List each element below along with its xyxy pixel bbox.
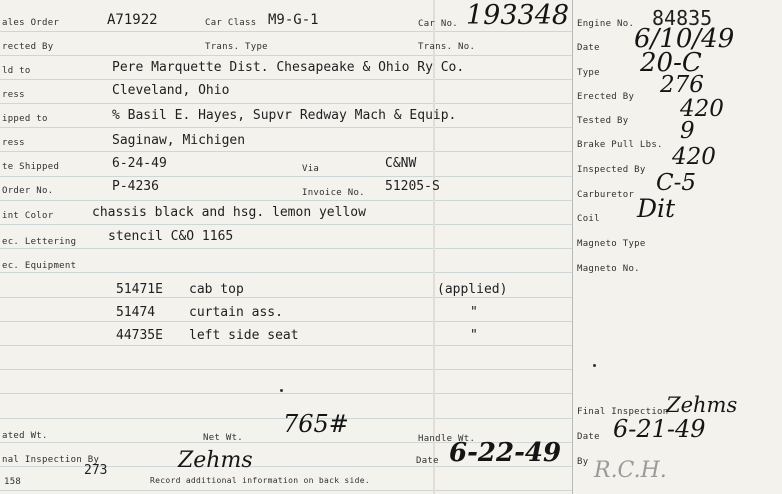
right-erected-by-label: Erected By (577, 92, 635, 102)
date-label: Date (416, 456, 439, 466)
equipment-part: 44735E (116, 328, 163, 343)
brake-pull-value: 9 (680, 118, 695, 144)
order-no-value: P-4236 (112, 179, 159, 194)
invoice-no-value: 51205-S (385, 179, 440, 194)
equipment-desc: cab top (189, 282, 244, 297)
car-class-label: Car Class (205, 18, 257, 28)
inspector-signature: Zehms (178, 448, 253, 473)
via-value: C&NW (385, 156, 417, 171)
back-side-note: Record additional information on back side. (150, 476, 371, 485)
equipment-label: ec. Equipment (2, 261, 77, 271)
paint-color-value: chassis black and hsg. lemon yellow (92, 205, 366, 220)
net-wt-label: Net Wt. (203, 433, 244, 443)
magneto-no-label: Magneto No. (577, 264, 640, 274)
sales-order-label: ales Order (2, 18, 60, 28)
car-class-value: M9-G-1 (268, 12, 319, 28)
final-inspection-label: Final Inspection (577, 407, 669, 417)
type-label: Type (577, 68, 600, 78)
equipment-note: " (470, 305, 478, 320)
shipped-to-label: ipped to (2, 114, 48, 124)
car-no-label: Car No. (418, 19, 459, 29)
sold-to-value: Pere Marquette Dist. Chesapeake & Ohio Ry Co. (112, 60, 465, 75)
erected-by-label: rected By (2, 42, 54, 52)
by-label: By (577, 457, 589, 467)
coil-value: Dit (637, 194, 676, 223)
final-inspection-by-value: 273 (84, 463, 108, 478)
by-value: R.C.H. (594, 458, 667, 483)
lettering-value: stencil C&O 1165 (108, 229, 234, 244)
address-value-2: Saginaw, Michigen (112, 133, 246, 148)
coil-label: Coil (577, 214, 600, 224)
date-value: 6-22-49 (449, 438, 562, 468)
date-shipped-value: 6-24-49 (112, 156, 167, 171)
engine-no-label: Engine No. (577, 19, 635, 29)
date-shipped-label: te Shipped (2, 162, 60, 172)
magneto-type-label: Magneto Type (577, 239, 646, 249)
net-wt-value: 765# (283, 410, 349, 438)
order-no-label: Order No. (2, 186, 54, 196)
trans-type-label: Trans. Type (205, 42, 268, 52)
right-date2-label: Date (577, 432, 600, 442)
form-number: 158 (4, 477, 22, 487)
stray-mark (593, 364, 596, 367)
car-no-value: 193348 (466, 0, 570, 31)
address-label-2: ress (2, 138, 25, 148)
inspected-by-value: 420 (672, 144, 716, 170)
type-value: 20-C (640, 48, 702, 78)
rated-wt-label: ated Wt. (2, 431, 48, 441)
via-label: Via (302, 164, 320, 174)
right-date-label: Date (577, 43, 600, 53)
carburetor-value: C-5 (656, 170, 697, 196)
right-erected-by-value: 276 (660, 72, 704, 98)
tested-by-label: Tested By (577, 116, 629, 126)
engine-no-value: 84835 (652, 6, 713, 30)
right-date-value: 6/10/49 (634, 24, 735, 54)
brake-pull-label: Brake Pull Lbs. (577, 140, 663, 150)
lettering-label: ec. Lettering (2, 237, 77, 247)
equipment-desc: left side seat (189, 328, 299, 343)
column-divider (572, 0, 573, 494)
right-date2-value: 6-21-49 (613, 415, 706, 443)
invoice-no-label: Invoice No. (302, 188, 365, 198)
final-inspection-signature: Zehms (666, 393, 738, 417)
handle-wt-label: Handle Wt. (418, 434, 476, 444)
address-value: Cleveland, Ohio (112, 83, 230, 98)
sold-to-label: ld to (2, 66, 31, 76)
equipment-note: " (470, 328, 478, 343)
equipment-part: 51474 (116, 305, 156, 320)
equipment-note: (applied) (437, 282, 508, 297)
shipped-to-value: % Basil E. Hayes, Supvr Redway Mach & Equip. (112, 108, 457, 123)
final-inspection-by-label: nal Inspection By (2, 455, 100, 465)
sales-order-value: A71922 (107, 12, 158, 28)
inspected-by-label: Inspected By (577, 165, 646, 175)
stray-mark (280, 389, 283, 392)
address-label: ress (2, 90, 25, 100)
tested-by-value: 420 (680, 96, 724, 122)
equipment-part: 51471E (116, 282, 163, 297)
trans-no-label: Trans. No. (418, 42, 476, 52)
carburetor-label: Carburetor (577, 190, 635, 200)
paint-color-label: int Color (2, 211, 54, 221)
equipment-desc: curtain ass. (189, 305, 283, 320)
